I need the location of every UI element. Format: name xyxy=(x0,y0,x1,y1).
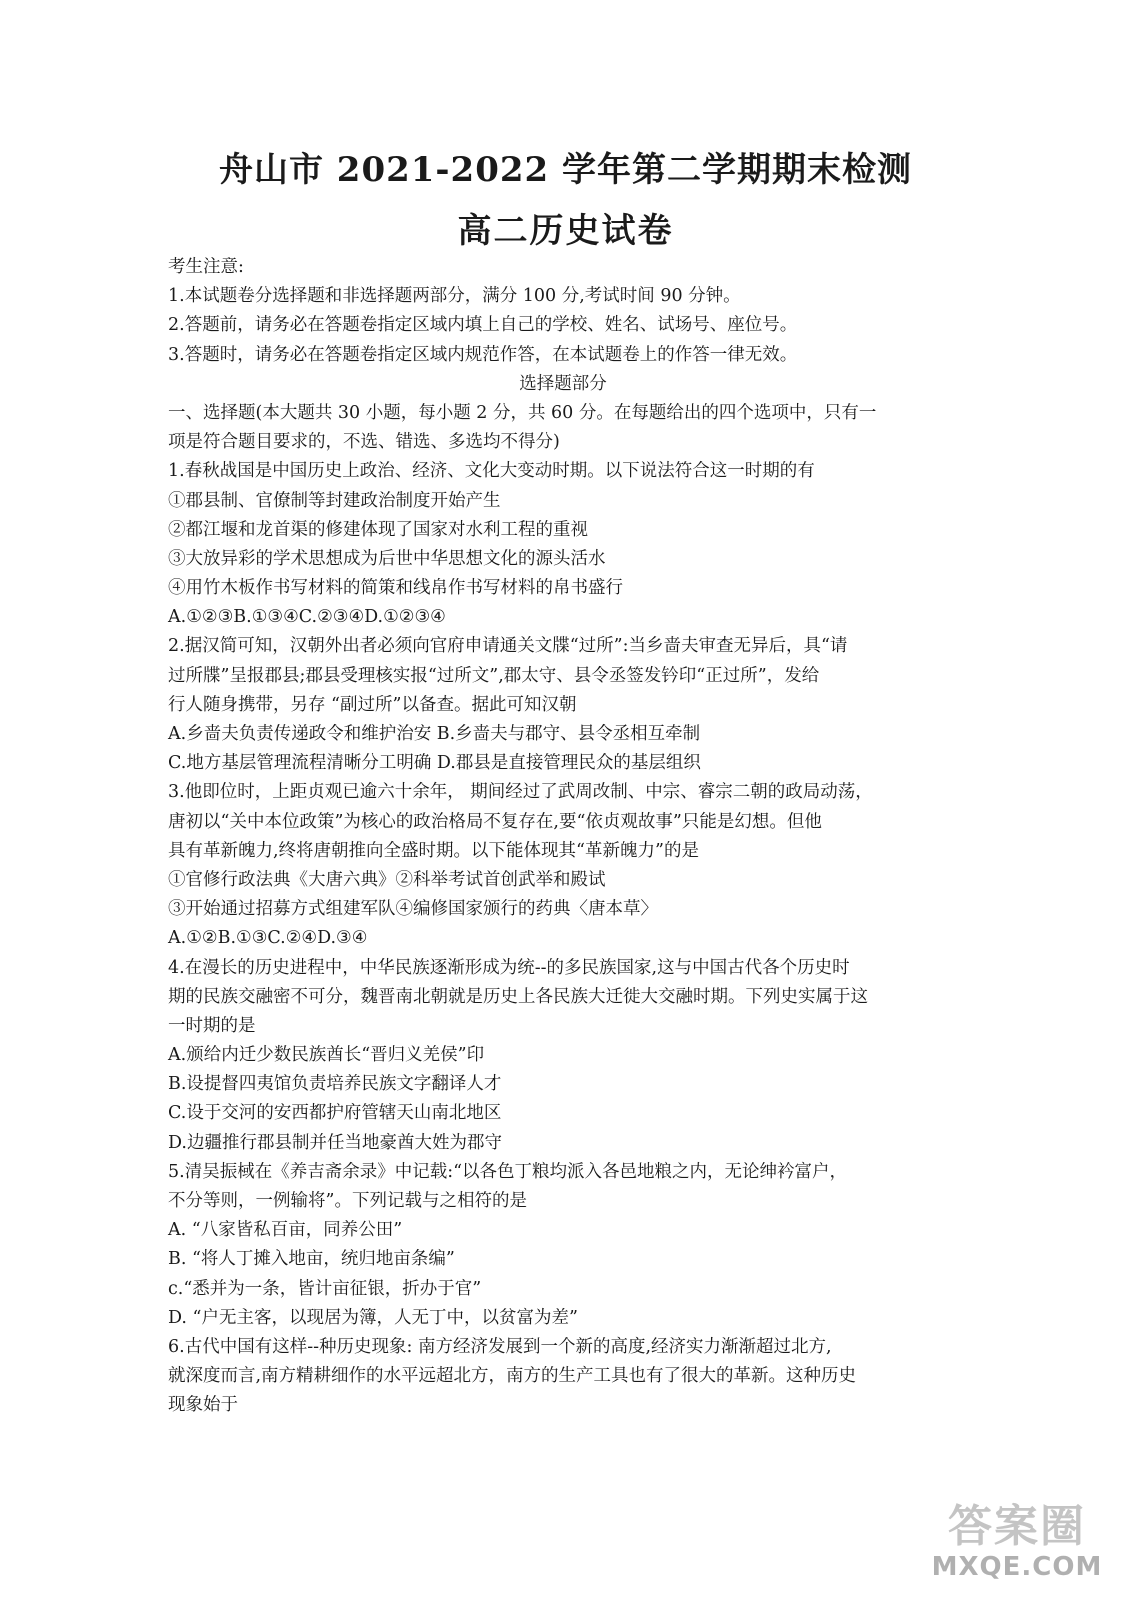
question-statement: ③开始通过招募方式组建军队④编修国家颁行的药典〈唐本草〉 xyxy=(168,899,658,920)
question-stem: 具有革新魄力,终将唐朝推向全盛时期。以下能体现其“革新魄力”的是 xyxy=(168,840,699,861)
question-statement: ①郡县制、官僚制等封建政治制度开始产生 xyxy=(168,490,501,511)
question-options: A.①②B.①③C.②④D.③④ xyxy=(168,928,368,949)
question-stem: 5.清吴振棫在《养吉斋余录》中记载:“以各色丁粮均派入各邑地粮之内，无论绅衿富户， xyxy=(168,1161,848,1182)
notice-item: 1.本试题卷分选择题和非选择题两部分，满分 100 分,考试时间 90 分钟。 xyxy=(168,286,741,307)
question-stem: 6.古代中国有这样--种历史现象: 南方经济发展到一个新的高度,经济实力渐渐超过北方, xyxy=(168,1336,832,1357)
question-stem: 期的民族交融密不可分，魏晋南北朝就是历史上各民族大迁徙大交融时期。下列史实属于这 xyxy=(168,986,868,1007)
question-option: A.颁给内迁少数民族酋长“晋归义羌侯”印 xyxy=(168,1045,485,1066)
question-stem: 现象始于 xyxy=(168,1395,238,1416)
question-1 xyxy=(168,457,958,632)
question-option: c.“悉并为一条，皆计亩征银，折办于官” xyxy=(168,1278,482,1299)
question-option: A.乡啬夫负责传递政令和维护治安 B.乡啬夫与郡守、县令丞相互牵制 xyxy=(168,724,701,744)
question-stem: 3.他即位时，上距贞观已逾六十余年， 期间经过了武周改制、中宗、睿宗二朝的政局动荡， xyxy=(168,782,873,803)
question-stem: 一时期的是 xyxy=(168,1015,256,1036)
question-statement: ①官修行政法典《大唐六典》②科举考试首创武举和殿试 xyxy=(168,869,606,890)
notice-heading: 考生注意: xyxy=(168,257,244,277)
question-stem: 2.据汉简可知，汉朝外出者必须向官府申请通关文牒“过所”:当乡啬夫审查无异后，具“请 xyxy=(168,636,848,657)
notice-item: 2.答题前，请务必在答题卷指定区域内填上自己的学校、姓名、试场号、座位号。 xyxy=(168,315,798,336)
question-statement: ②都江堰和龙首渠的修建体现了国家对水利工程的重视 xyxy=(168,519,588,540)
exam-subtitle: 高二历史试卷 xyxy=(457,211,674,251)
question-6 xyxy=(168,1333,958,1421)
question-stem: 1.春秋战国是中国历史上政治、经济、文化大变动时期。以下说法符合这一时期的有 xyxy=(168,461,815,482)
exam-content xyxy=(168,253,958,1421)
watermark-logo-text: 答案圈 xyxy=(948,1501,1086,1552)
question-option: D. “户无主客，以现居为簿，人无丁中，以贫富为差” xyxy=(168,1307,578,1328)
question-option: C.设于交河的安西都护府管辖天山南北地区 xyxy=(168,1103,502,1124)
instruction-line: 一、选择题(本大题共 30 小题，每小题 2 分，共 60 分。在每题给出的四个选项中，只有一 xyxy=(168,402,877,423)
notice-item: 3.答题时，请务必在答题卷指定区域内规范作答，在本试题卷上的作答一律无效。 xyxy=(168,344,798,365)
question-statement: ④用竹木板作书写材料的简策和线帛作书写材料的帛书盛行 xyxy=(168,578,623,599)
question-stem: 4.在漫长的历史进程中，中华民族逐渐形成为统--的多民族国家,这与中国古代各个历史时 xyxy=(168,957,850,978)
question-option: D.边疆推行郡县制并任当地豪酋大姓为郡守 xyxy=(168,1132,502,1153)
question-option: A. “八家皆私百亩，同养公田” xyxy=(168,1220,403,1241)
question-4 xyxy=(168,954,958,1158)
question-stem: 不分等则，一例输将”。下列记载与之相符的是 xyxy=(168,1191,527,1211)
question-option: B. “将人丁摊入地亩，统归地亩条编” xyxy=(168,1249,455,1270)
question-2 xyxy=(168,632,958,778)
watermark-logo xyxy=(917,1502,1117,1592)
question-options: A.①②③B.①③④C.②③④D.①②③④ xyxy=(168,607,446,628)
exam-title: 舟山市 2021-2022 学年第二学期期末检测 xyxy=(218,150,913,190)
question-3 xyxy=(168,778,958,953)
question-stem: 行人随身携带，另存 “副过所”以备查。据此可知汉朝 xyxy=(168,694,577,715)
question-option: B.设提督四夷馆负责培养民族文字翻译人才 xyxy=(168,1074,502,1095)
question-stem: 唐初以“关中本位政策”为核心的政治格局不复存在,要“依贞观故事”只能是幻想。但他 xyxy=(168,811,822,832)
watermark-url: MXQE.COM xyxy=(931,1552,1103,1582)
section-title: 选择题部分 xyxy=(519,373,607,394)
question-option: C.地方基层管理流程清晰分工明确 D.郡县是直接管理民众的基层组织 xyxy=(168,753,701,774)
question-statement: ③大放异彩的学术思想成为后世中华思想文化的源头活水 xyxy=(168,548,606,569)
question-stem: 就深度而言,南方精耕细作的水平远超北方，南方的生产工具也有了很大的革新。这种历史 xyxy=(168,1366,857,1387)
question-5 xyxy=(168,1158,958,1333)
instruction-line: 项是符合题目要求的，不选、错选、多选均不得分) xyxy=(168,432,560,453)
question-stem: 过所牒”呈报郡县;郡县受理核实报“过所文”,郡太守、县令丞签发钤印“正过所”，发给 xyxy=(168,665,820,686)
